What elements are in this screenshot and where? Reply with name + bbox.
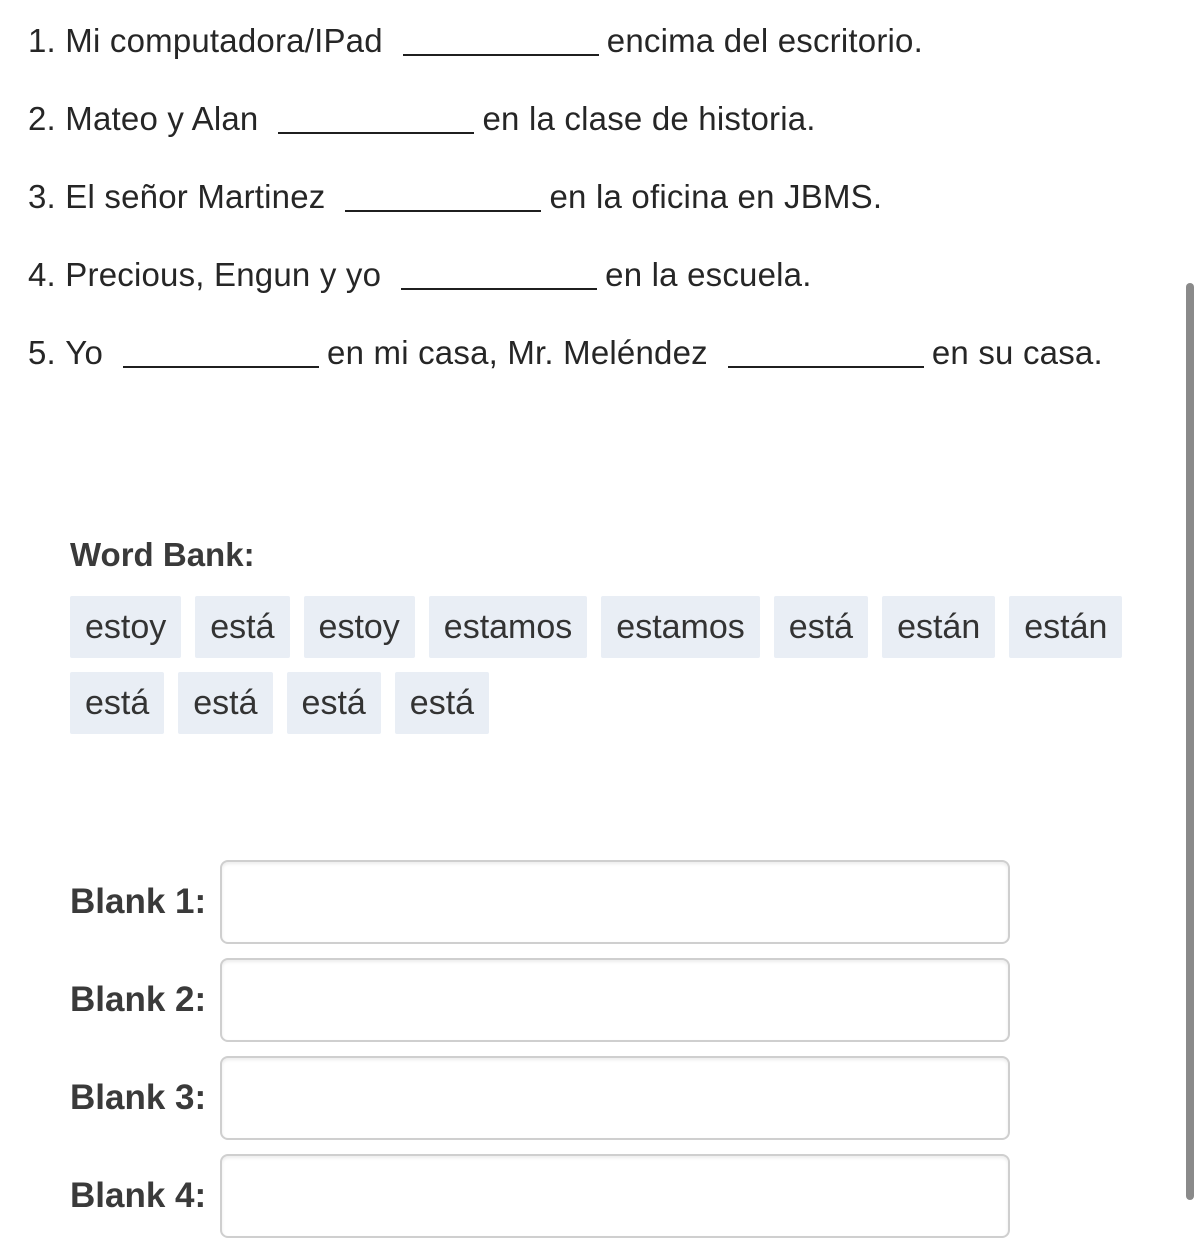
question-text-before: Yo [65, 334, 104, 371]
question-text-after: en su casa. [931, 334, 1103, 371]
question-text-middle: en mi casa, Mr. Meléndez [327, 334, 708, 371]
word-chip[interactable]: está [70, 672, 164, 734]
question-1 [28, 22, 923, 70]
question-number: 5. [28, 334, 56, 371]
word-chip[interactable]: está [195, 596, 289, 658]
blank-3-input[interactable] [220, 1056, 1010, 1140]
word-bank-row-2 [70, 672, 489, 734]
blank-2-field [70, 958, 1010, 1042]
answer-blank-1 [403, 54, 599, 56]
question-text-after: en la escuela. [605, 256, 812, 293]
question-2 [28, 100, 816, 148]
question-text-before: Precious, Engun y yo [65, 256, 382, 293]
question-3 [28, 178, 882, 226]
question-5 [28, 334, 1103, 382]
answer-blank-3 [345, 210, 541, 212]
answer-blank-6 [728, 366, 924, 368]
question-text-after: encima del escritorio. [606, 22, 923, 59]
question-text-before: Mi computadora/IPad [65, 22, 383, 59]
question-text-after: en la clase de historia. [482, 100, 816, 137]
question-text-before: El señor Martinez [65, 178, 326, 215]
word-chip[interactable]: están [882, 596, 995, 658]
blank-3-label: Blank 3: [70, 1078, 207, 1117]
word-bank-label: Word Bank: [70, 536, 255, 573]
question-number: 3. [28, 178, 56, 215]
blank-2-input[interactable] [220, 958, 1010, 1042]
word-chip[interactable]: está [774, 596, 868, 658]
vertical-scrollbar[interactable] [1186, 283, 1194, 1200]
word-chip[interactable]: estoy [304, 596, 415, 658]
word-chip[interactable]: están [1009, 596, 1122, 658]
word-chip[interactable]: está [395, 672, 489, 734]
word-chip[interactable]: estoy [70, 596, 181, 658]
question-number: 1. [28, 22, 56, 59]
blank-4-field [70, 1154, 1010, 1238]
word-chip[interactable]: está [287, 672, 381, 734]
blank-3-field [70, 1056, 1010, 1140]
answer-blank-5 [123, 366, 319, 368]
blank-4-label: Blank 4: [70, 1176, 207, 1215]
word-bank-row-1 [70, 596, 1122, 658]
answer-blank-4 [401, 288, 597, 290]
question-text-before: Mateo y Alan [65, 100, 259, 137]
blank-1-input[interactable] [220, 860, 1010, 944]
question-number: 4. [28, 256, 56, 293]
question-text-after: en la oficina en JBMS. [549, 178, 883, 215]
blank-2-label: Blank 2: [70, 980, 207, 1019]
question-4 [28, 256, 812, 304]
blank-1-label: Blank 1: [70, 882, 207, 921]
question-number: 2. [28, 100, 56, 137]
word-chip[interactable]: está [178, 672, 272, 734]
blank-4-input[interactable] [220, 1154, 1010, 1238]
word-chip[interactable]: estamos [601, 596, 760, 658]
blank-1-field [70, 860, 1010, 944]
word-chip[interactable]: estamos [429, 596, 588, 658]
answer-blank-2 [278, 132, 474, 134]
